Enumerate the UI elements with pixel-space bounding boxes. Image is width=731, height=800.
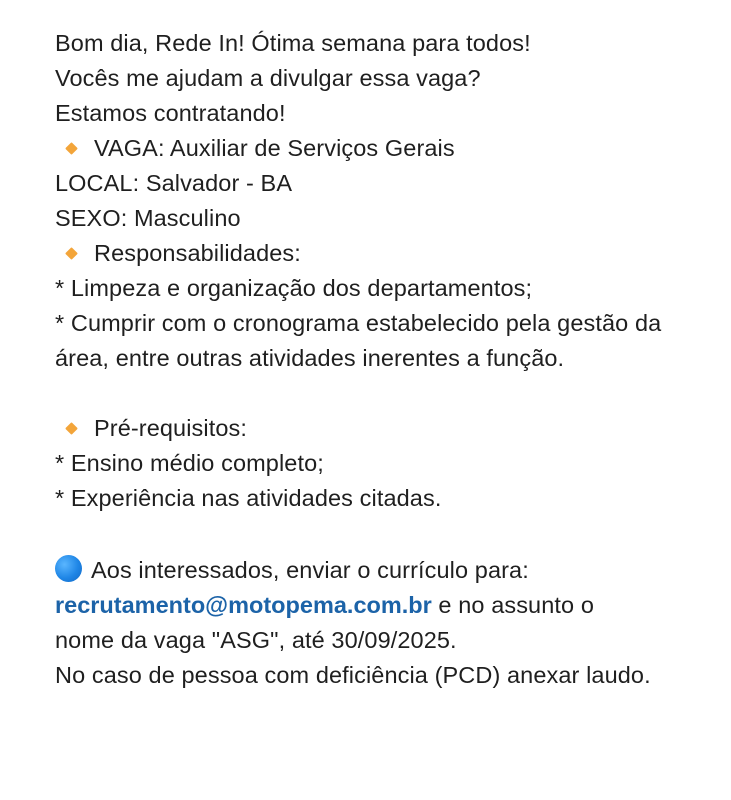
email-link[interactable]: recrutamento@motopema.com.br: [55, 592, 432, 618]
prereq-item-2: * Experiência nas atividades citadas.: [55, 485, 442, 511]
blue-circle-icon: [55, 555, 82, 582]
prereq-title: Pré-requisitos:: [94, 415, 247, 441]
resp-item-1: * Limpeza e organização dos departamentos;: [55, 275, 533, 301]
hiring-text: Estamos contratando!: [55, 100, 286, 126]
message-body: [55, 26, 695, 693]
spacer: [55, 376, 695, 411]
local-text: LOCAL: Salvador - BA: [55, 170, 293, 196]
spacer: [55, 516, 695, 551]
resp-item-2: * Cumprir com o cronograma estabelecido pela gestão da área, entre outras atividades inerentes a função.: [55, 310, 662, 371]
sexo-text: SEXO: Masculino: [55, 205, 241, 231]
assunto-text: nome da vaga "ASG", até 30/09/2025.: [55, 627, 457, 653]
responsabilidades-line: [55, 236, 695, 271]
interessados-line: [55, 551, 695, 588]
greeting-text: Bom dia, Rede In! Ótima semana para todos!: [55, 30, 531, 56]
ask-text: Vocês me ajudam a divulgar essa vaga?: [55, 65, 481, 91]
orange-diamond-icon: [65, 142, 78, 155]
orange-diamond-icon: [65, 247, 78, 260]
pcd-text: No caso de pessoa com deficiência (PCD) anexar laudo.: [55, 662, 651, 688]
prereq-line: [55, 411, 695, 446]
email-after-text: e no assunto o: [431, 592, 594, 618]
orange-diamond-icon: [65, 422, 78, 435]
email-line: [55, 588, 695, 623]
vaga-text: VAGA: Auxiliar de Serviços Gerais: [94, 135, 455, 161]
prereq-item-1: * Ensino médio completo;: [55, 450, 324, 476]
interessados-text: Aos interessados, enviar o currículo para:: [91, 557, 529, 583]
vaga-line: [55, 131, 695, 166]
responsabilidades-title: Responsabilidades:: [94, 240, 301, 266]
